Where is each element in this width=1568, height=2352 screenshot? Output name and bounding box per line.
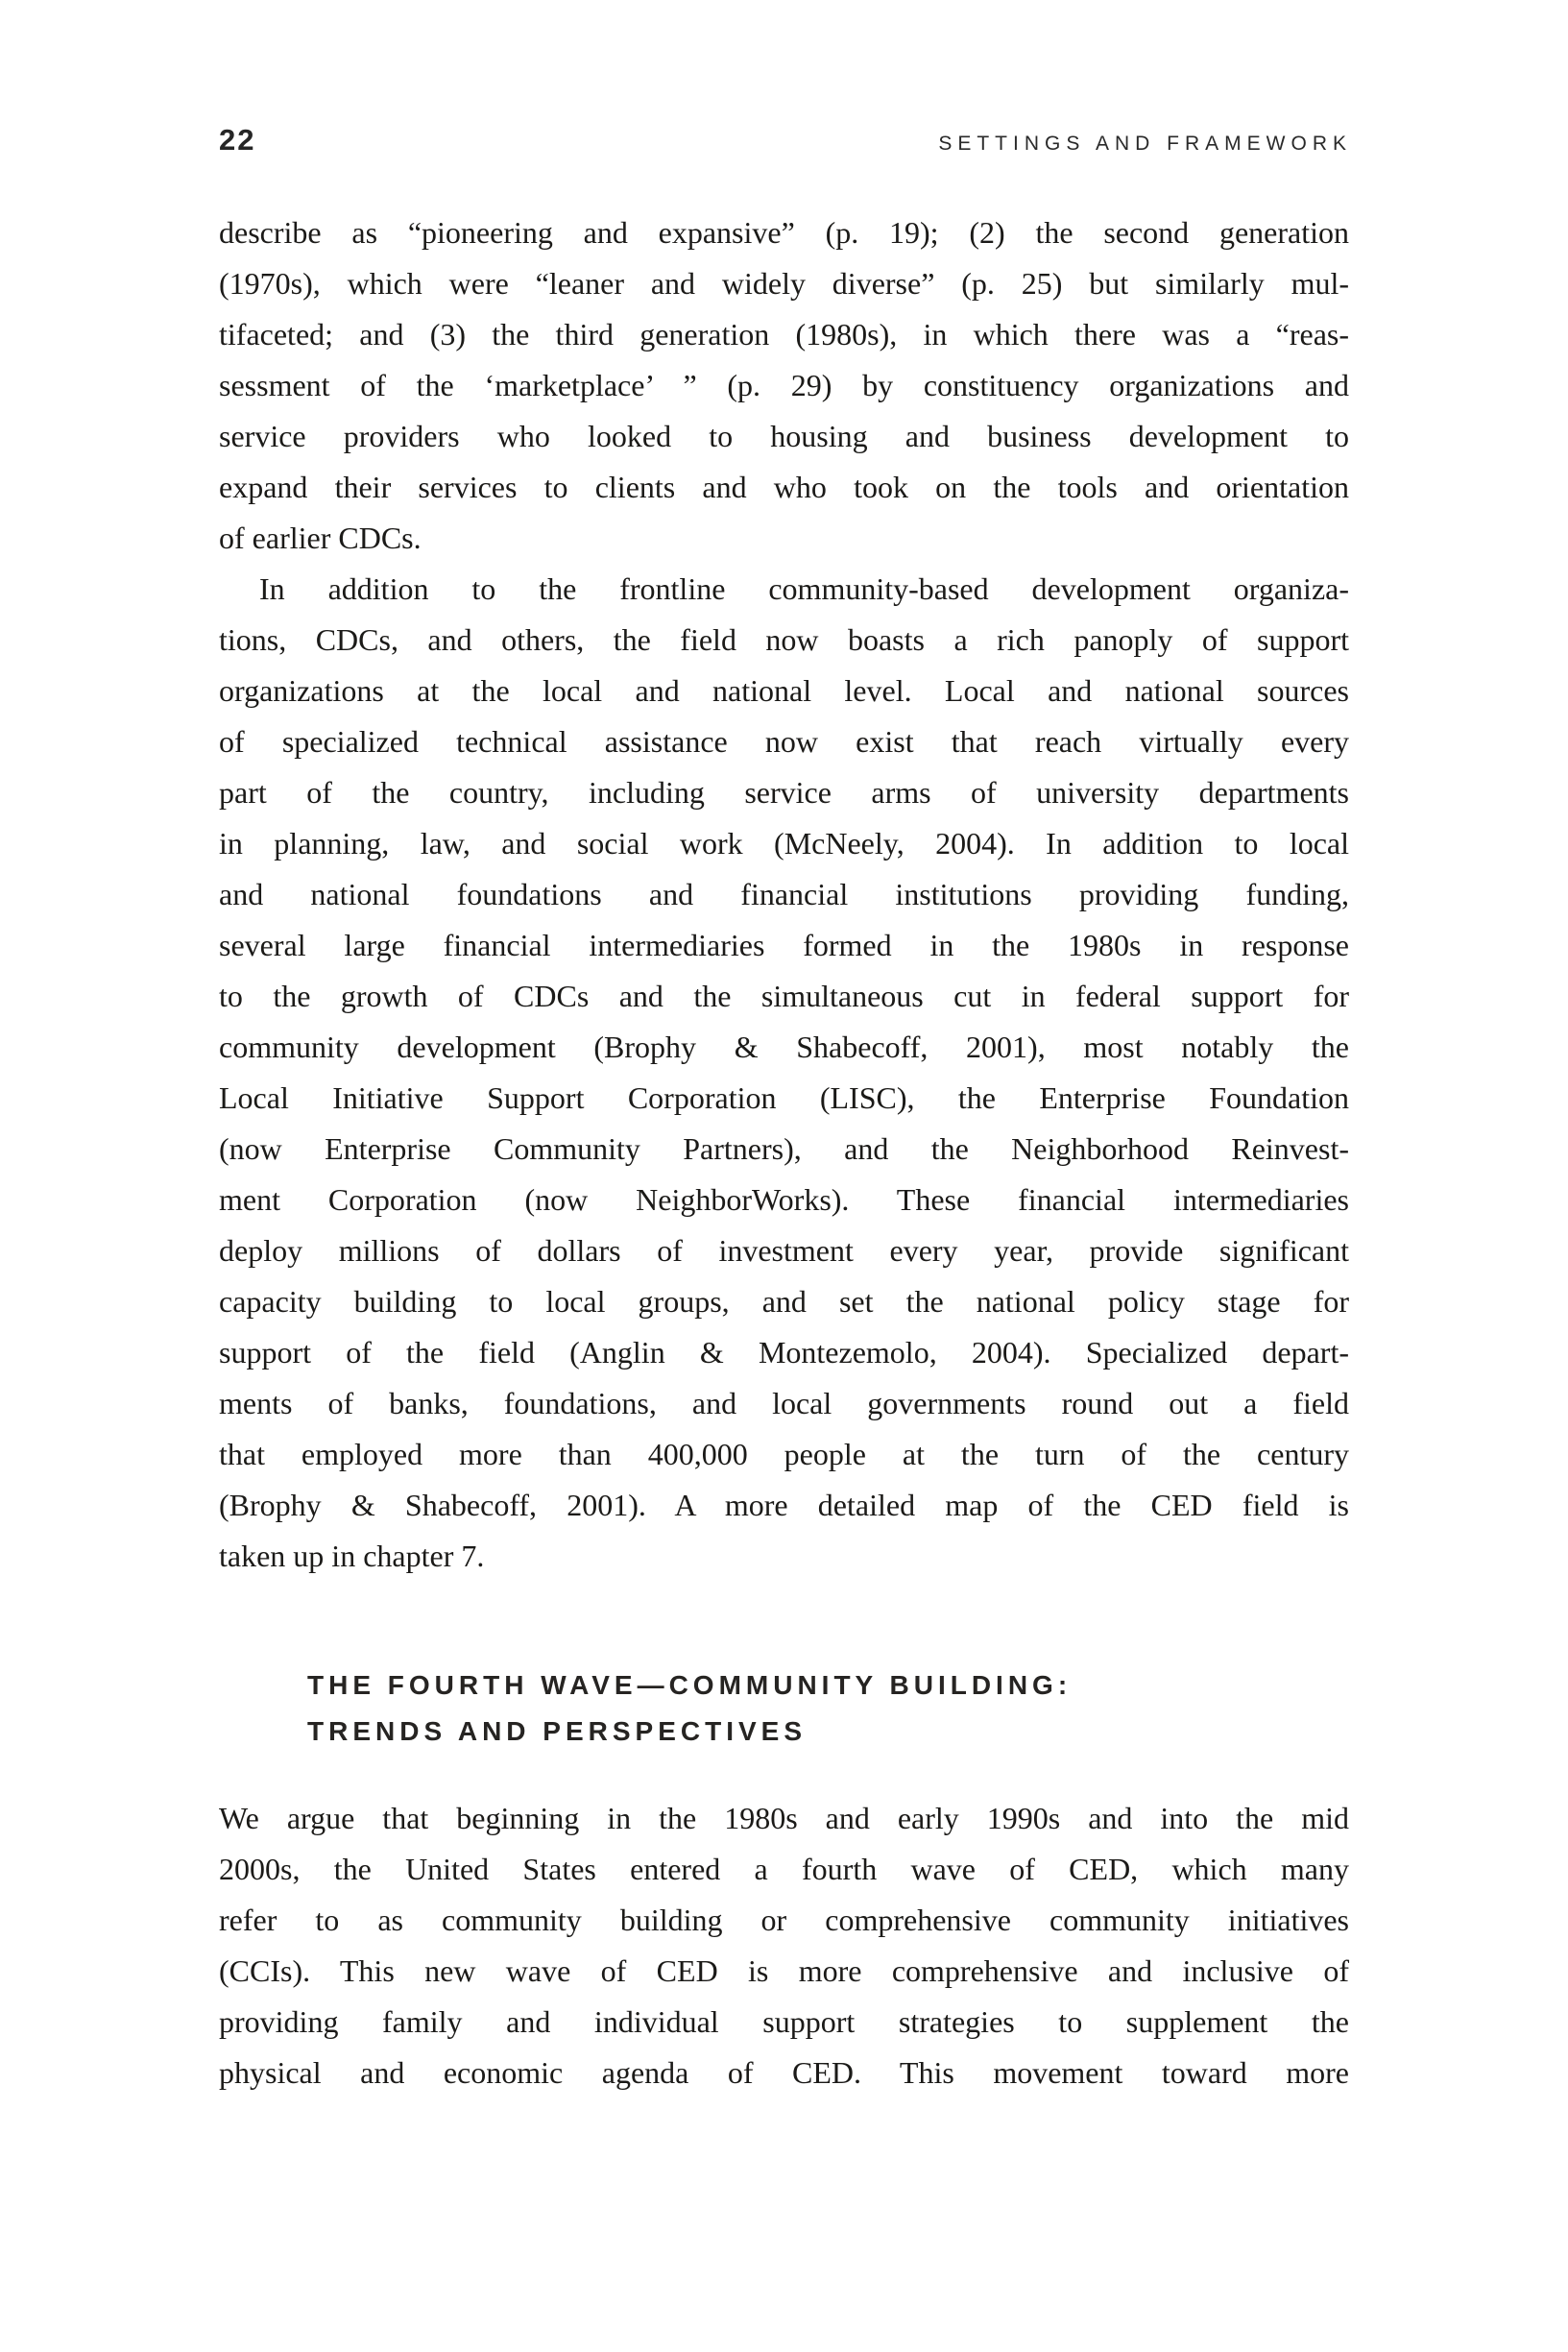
text-line: organizations at the local and national level. Local and national sources (219, 673, 1349, 708)
text-line: (1970s), which were “leaner and widely diverse” (p. 25) but similarly mul- (219, 266, 1349, 301)
text-line: refer to as community building or comprehensive community initiatives (219, 1903, 1349, 1937)
paragraph-continued (219, 207, 1349, 564)
text-line: Local Initiative Support Corporation (LISC), the Enterprise Foundation (219, 1080, 1349, 1115)
text-line: ments of banks, foundations, and local governments round out a field (219, 1386, 1349, 1420)
text-line: capacity building to local groups, and set the national policy stage for (219, 1284, 1349, 1319)
text-line: providing family and individual support strategies to supplement the (219, 2004, 1349, 2039)
text-line: deploy millions of dollars of investment every year, provide significant (219, 1233, 1349, 1268)
text-line: community development (Brophy & Shabecoff, 2001), most notably the (219, 1030, 1349, 1064)
paragraph-fourth-wave (219, 1793, 1349, 2098)
page-number: 22 (219, 123, 256, 157)
text-line: expand their services to clients and who took on the tools and orientation (219, 470, 1349, 504)
running-head: SETTINGS AND FRAMEWORK (938, 133, 1352, 155)
text-line: ment Corporation (now NeighborWorks). These financial intermediaries (219, 1182, 1349, 1217)
text-line: TRENDS AND PERSPECTIVES (307, 1716, 808, 1746)
text-line: (Brophy & Shabecoff, 2001). A more detailed map of the CED field is (219, 1488, 1349, 1522)
text-line: in planning, law, and social work (McNeely, 2004). In addition to local (219, 826, 1349, 861)
text-line: that employed more than 400,000 people at the turn of the century (219, 1437, 1349, 1471)
text-line: 2000s, the United States entered a fourth wave of CED, which many (219, 1852, 1349, 1886)
text-line: part of the country, including service arms of university departments (219, 775, 1349, 810)
paragraph-support-organizations (219, 564, 1349, 1582)
text-line: physical and economic agenda of CED. This movement toward more (219, 2055, 1349, 2090)
text-line: and national foundations and financial institutions providing funding, (219, 877, 1349, 911)
text-line: We argue that beginning in the 1980s and early 1990s and into the mid (219, 1801, 1349, 1835)
text-block (219, 207, 1349, 2098)
text-line: taken up in chapter 7. (219, 1539, 485, 1573)
text-line: tions, CDCs, and others, the field now boasts a rich panoply of support (219, 622, 1349, 657)
text-line: to the growth of CDCs and the simultaneous cut in federal support for (219, 979, 1349, 1013)
text-line: service providers who looked to housing and business development to (219, 419, 1349, 453)
text-line: support of the field (Anglin & Montezemolo, 2004). Specialized depart- (219, 1335, 1349, 1370)
text-line: In addition to the frontline community-based development organiza- (259, 571, 1349, 606)
text-line: tifaceted; and (3) the third generation (1980s), in which there was a “reas- (219, 317, 1349, 352)
page-header (219, 123, 1352, 158)
section-heading-fourth-wave (307, 1662, 1349, 1755)
text-line: describe as “pioneering and expansive” (p. 19); (2) the second generation (219, 215, 1349, 250)
text-line: of specialized technical assistance now exist that reach virtually every (219, 724, 1349, 759)
text-line: several large financial intermediaries formed in the 1980s in response (219, 928, 1349, 962)
text-line: of earlier CDCs. (219, 521, 422, 555)
text-line: (now Enterprise Community Partners), and the Neighborhood Reinvest- (219, 1131, 1349, 1166)
text-line: sessment of the ‘marketplace’ ” (p. 29) by constituency organizations and (219, 368, 1349, 402)
text-line: (CCIs). This new wave of CED is more comprehensive and inclusive of (219, 1953, 1349, 1988)
text-line: THE FOURTH WAVE—COMMUNITY BUILDING: (307, 1670, 1073, 1700)
